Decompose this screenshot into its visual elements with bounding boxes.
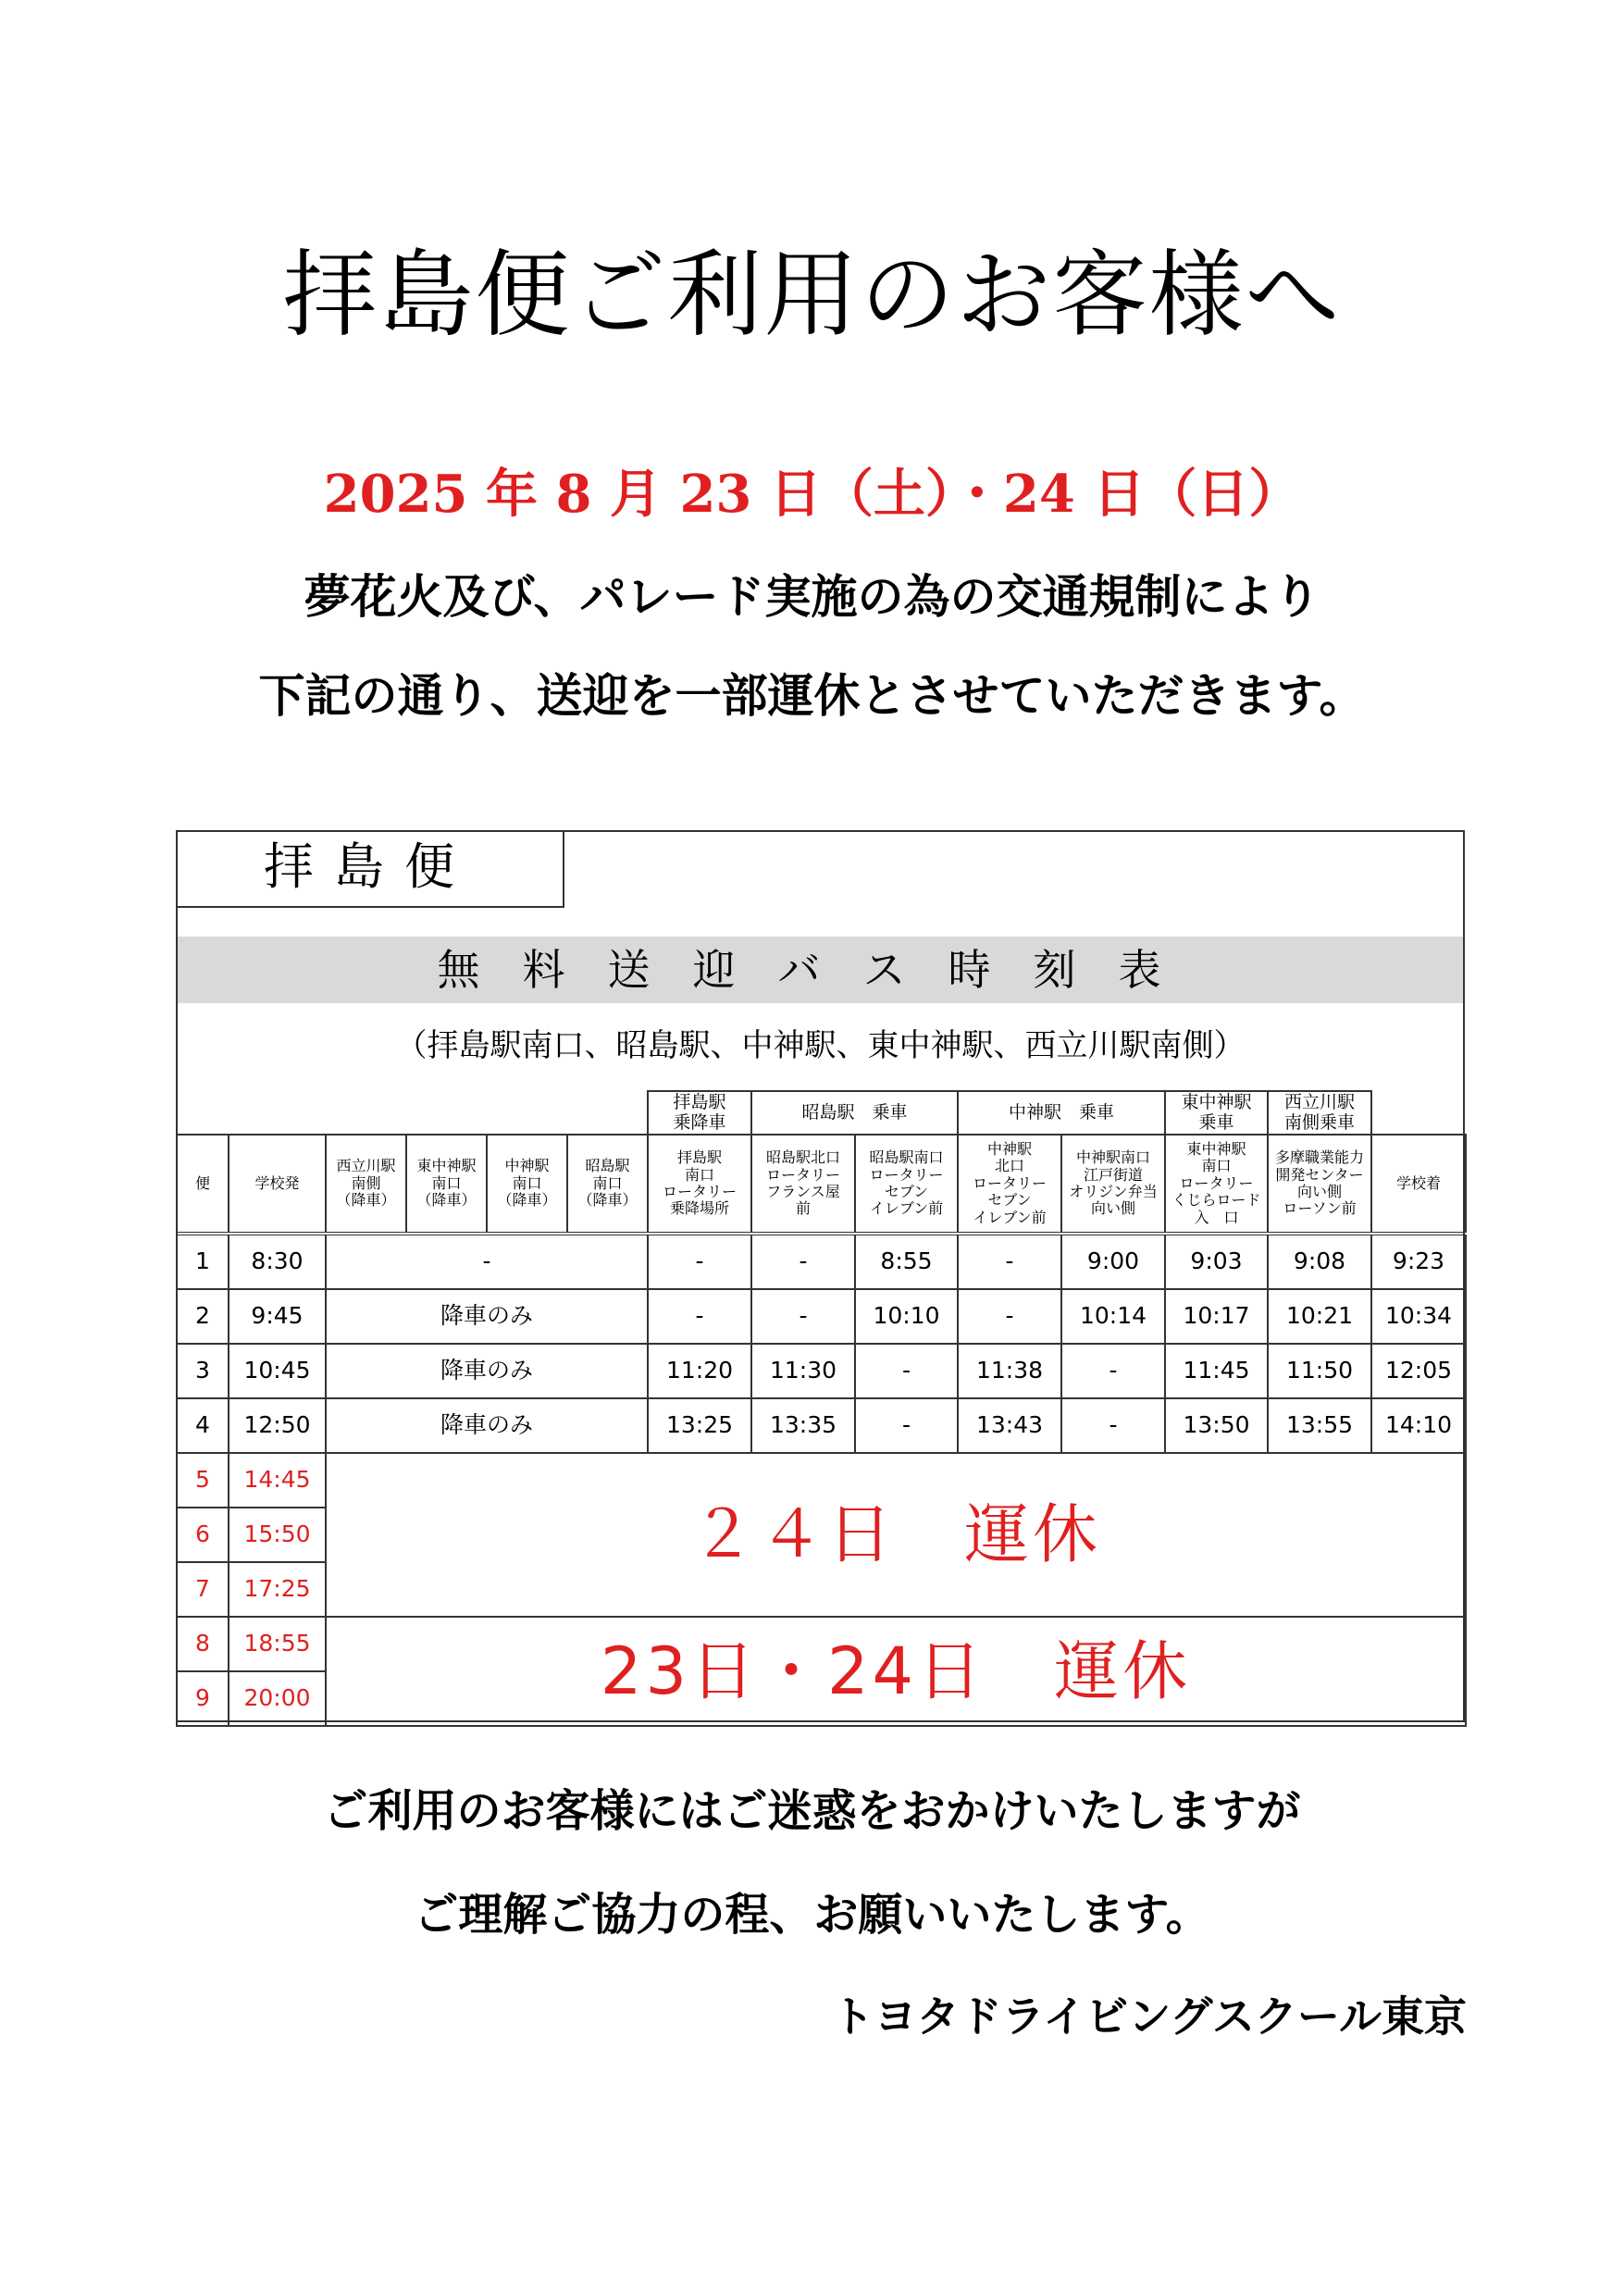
stop-time: 8:55 [855,1234,958,1289]
stop-time: 13:25 [648,1398,751,1453]
col-header: 便 [177,1135,229,1234]
school-depart: 18:55 [229,1617,326,1671]
stop-time: - [958,1234,1061,1289]
school-depart: 9:45 [229,1289,326,1344]
col-header: 中神駅 南口 （降車） [487,1135,567,1234]
stop-time: - [855,1398,958,1453]
table-row [177,1289,1466,1344]
closing-line-1: ご利用のお客様にはご迷惑をおかけいたしますが [323,1785,1301,1837]
stop-time: - [1061,1398,1165,1453]
trip-number: 1 [177,1234,229,1289]
dropoff-cell: 降車のみ [326,1398,648,1453]
col-header: 中神駅南口 江戸街道 オリジン弁当 向い側 [1061,1135,1165,1234]
trip-number: 4 [177,1398,229,1453]
stop-time: 10:14 [1061,1289,1165,1344]
group-header-haijima: 拝島駅 乗降車 [648,1091,751,1135]
col-header: 中神駅 北口 ロータリー セブン イレブン前 [958,1135,1061,1234]
stop-time: 13:35 [751,1398,855,1453]
col-header: 昭島駅 南口 （降車） [567,1135,648,1234]
company-name: トヨタドライビングスクール東京 [831,1992,1467,2042]
school-depart: 15:50 [229,1508,326,1562]
timetable-title: 無料送迎バス時刻表 [178,937,1463,1003]
col-header: 学校着 [1371,1135,1466,1234]
table-row [177,1234,1466,1289]
school-depart: 10:45 [229,1344,326,1398]
stop-time: 13:55 [1268,1398,1371,1453]
trip-number: 5 [177,1453,229,1508]
cancelled-both-label: 23日・24日 運休 [326,1617,1466,1726]
trip-number: 3 [177,1344,229,1398]
school-arrive: 12:05 [1371,1344,1466,1398]
cancelled-24-label: ２４日 運休 [326,1453,1466,1617]
page-title: 拝島便ご利用のお客様へ [282,241,1342,351]
stop-time: - [751,1234,855,1289]
table-row [177,1453,1466,1508]
stop-time: 10:17 [1165,1289,1268,1344]
stop-time: 11:45 [1165,1344,1268,1398]
stop-time: 9:08 [1268,1234,1371,1289]
school-depart: 8:30 [229,1234,326,1289]
group-header-akishima: 昭島駅 乗車 [751,1091,958,1135]
school-depart: 12:50 [229,1398,326,1453]
stop-time: - [958,1289,1061,1344]
stop-time: 9:00 [1061,1234,1165,1289]
timetable [176,1090,1467,1727]
col-header: 学校発 [229,1135,326,1234]
notice-line-1: 夢花火及び、パレード実施の為の交通規制により [304,569,1320,624]
stop-time: 11:38 [958,1344,1061,1398]
dropoff-cell: - [326,1234,648,1289]
col-header: 東中神駅 南口 （降車） [406,1135,487,1234]
col-header: 昭島駅北口 ロータリー フランス屋 前 [751,1135,855,1234]
dropoff-cell: 降車のみ [326,1344,648,1398]
col-header: 拝島駅 南口 ロータリー 乗降場所 [648,1135,751,1234]
stop-time: - [648,1234,751,1289]
col-header: 昭島駅南口 ロータリー セブン イレブン前 [855,1135,958,1234]
table-row [177,1344,1466,1398]
stop-time: - [648,1289,751,1344]
table-row [177,1398,1466,1453]
col-header: 西立川駅 南側 （降車） [326,1135,406,1234]
closing-line-2: ご理解ご協力の程、お願いいたします。 [414,1889,1210,1941]
school-arrive: 10:34 [1371,1289,1466,1344]
stop-time: 11:50 [1268,1344,1371,1398]
group-header-row [177,1091,1466,1135]
stations-line: （拝島駅南口、昭島駅、中神駅、東中神駅、西立川駅南側） [395,1027,1246,1064]
stop-time: - [855,1344,958,1398]
dropoff-cell: 降車のみ [326,1289,648,1344]
date-line: 2025 年 8 月 23 日（土）・24 日（日） [323,464,1301,525]
school-arrive: 9:23 [1371,1234,1466,1289]
stop-time: 9:03 [1165,1234,1268,1289]
group-header-nakagami: 中神駅 乗車 [958,1091,1165,1135]
group-header-higashinakagami: 東中神駅 乗車 [1165,1091,1268,1135]
group-header-nishitachikawa: 西立川駅 南側乗車 [1268,1091,1371,1135]
stop-time: 13:50 [1165,1398,1268,1453]
route-name: 拝島便 [176,830,564,908]
stop-time: - [1061,1344,1165,1398]
stop-time: 11:20 [648,1344,751,1398]
table-row [177,1617,1466,1671]
col-header: 東中神駅 南口 ロータリー くじらロード 入 口 [1165,1135,1268,1234]
school-depart: 14:45 [229,1453,326,1508]
school-depart: 17:25 [229,1562,326,1617]
stop-time: - [751,1289,855,1344]
column-header-row [177,1135,1466,1234]
trip-number: 2 [177,1289,229,1344]
stop-time: 13:43 [958,1398,1061,1453]
trip-number: 7 [177,1562,229,1617]
notice-line-2: 下記の通り、送迎を一部運休とさせていただきます。 [258,668,1366,723]
trip-number: 9 [177,1671,229,1726]
trip-number: 6 [177,1508,229,1562]
stop-time: 10:21 [1268,1289,1371,1344]
stop-time: 11:30 [751,1344,855,1398]
stop-time: 10:10 [855,1289,958,1344]
school-arrive: 14:10 [1371,1398,1466,1453]
school-depart: 20:00 [229,1671,326,1726]
trip-number: 8 [177,1617,229,1671]
col-header: 多摩職業能力 開発センター 向い側 ローソン前 [1268,1135,1371,1234]
